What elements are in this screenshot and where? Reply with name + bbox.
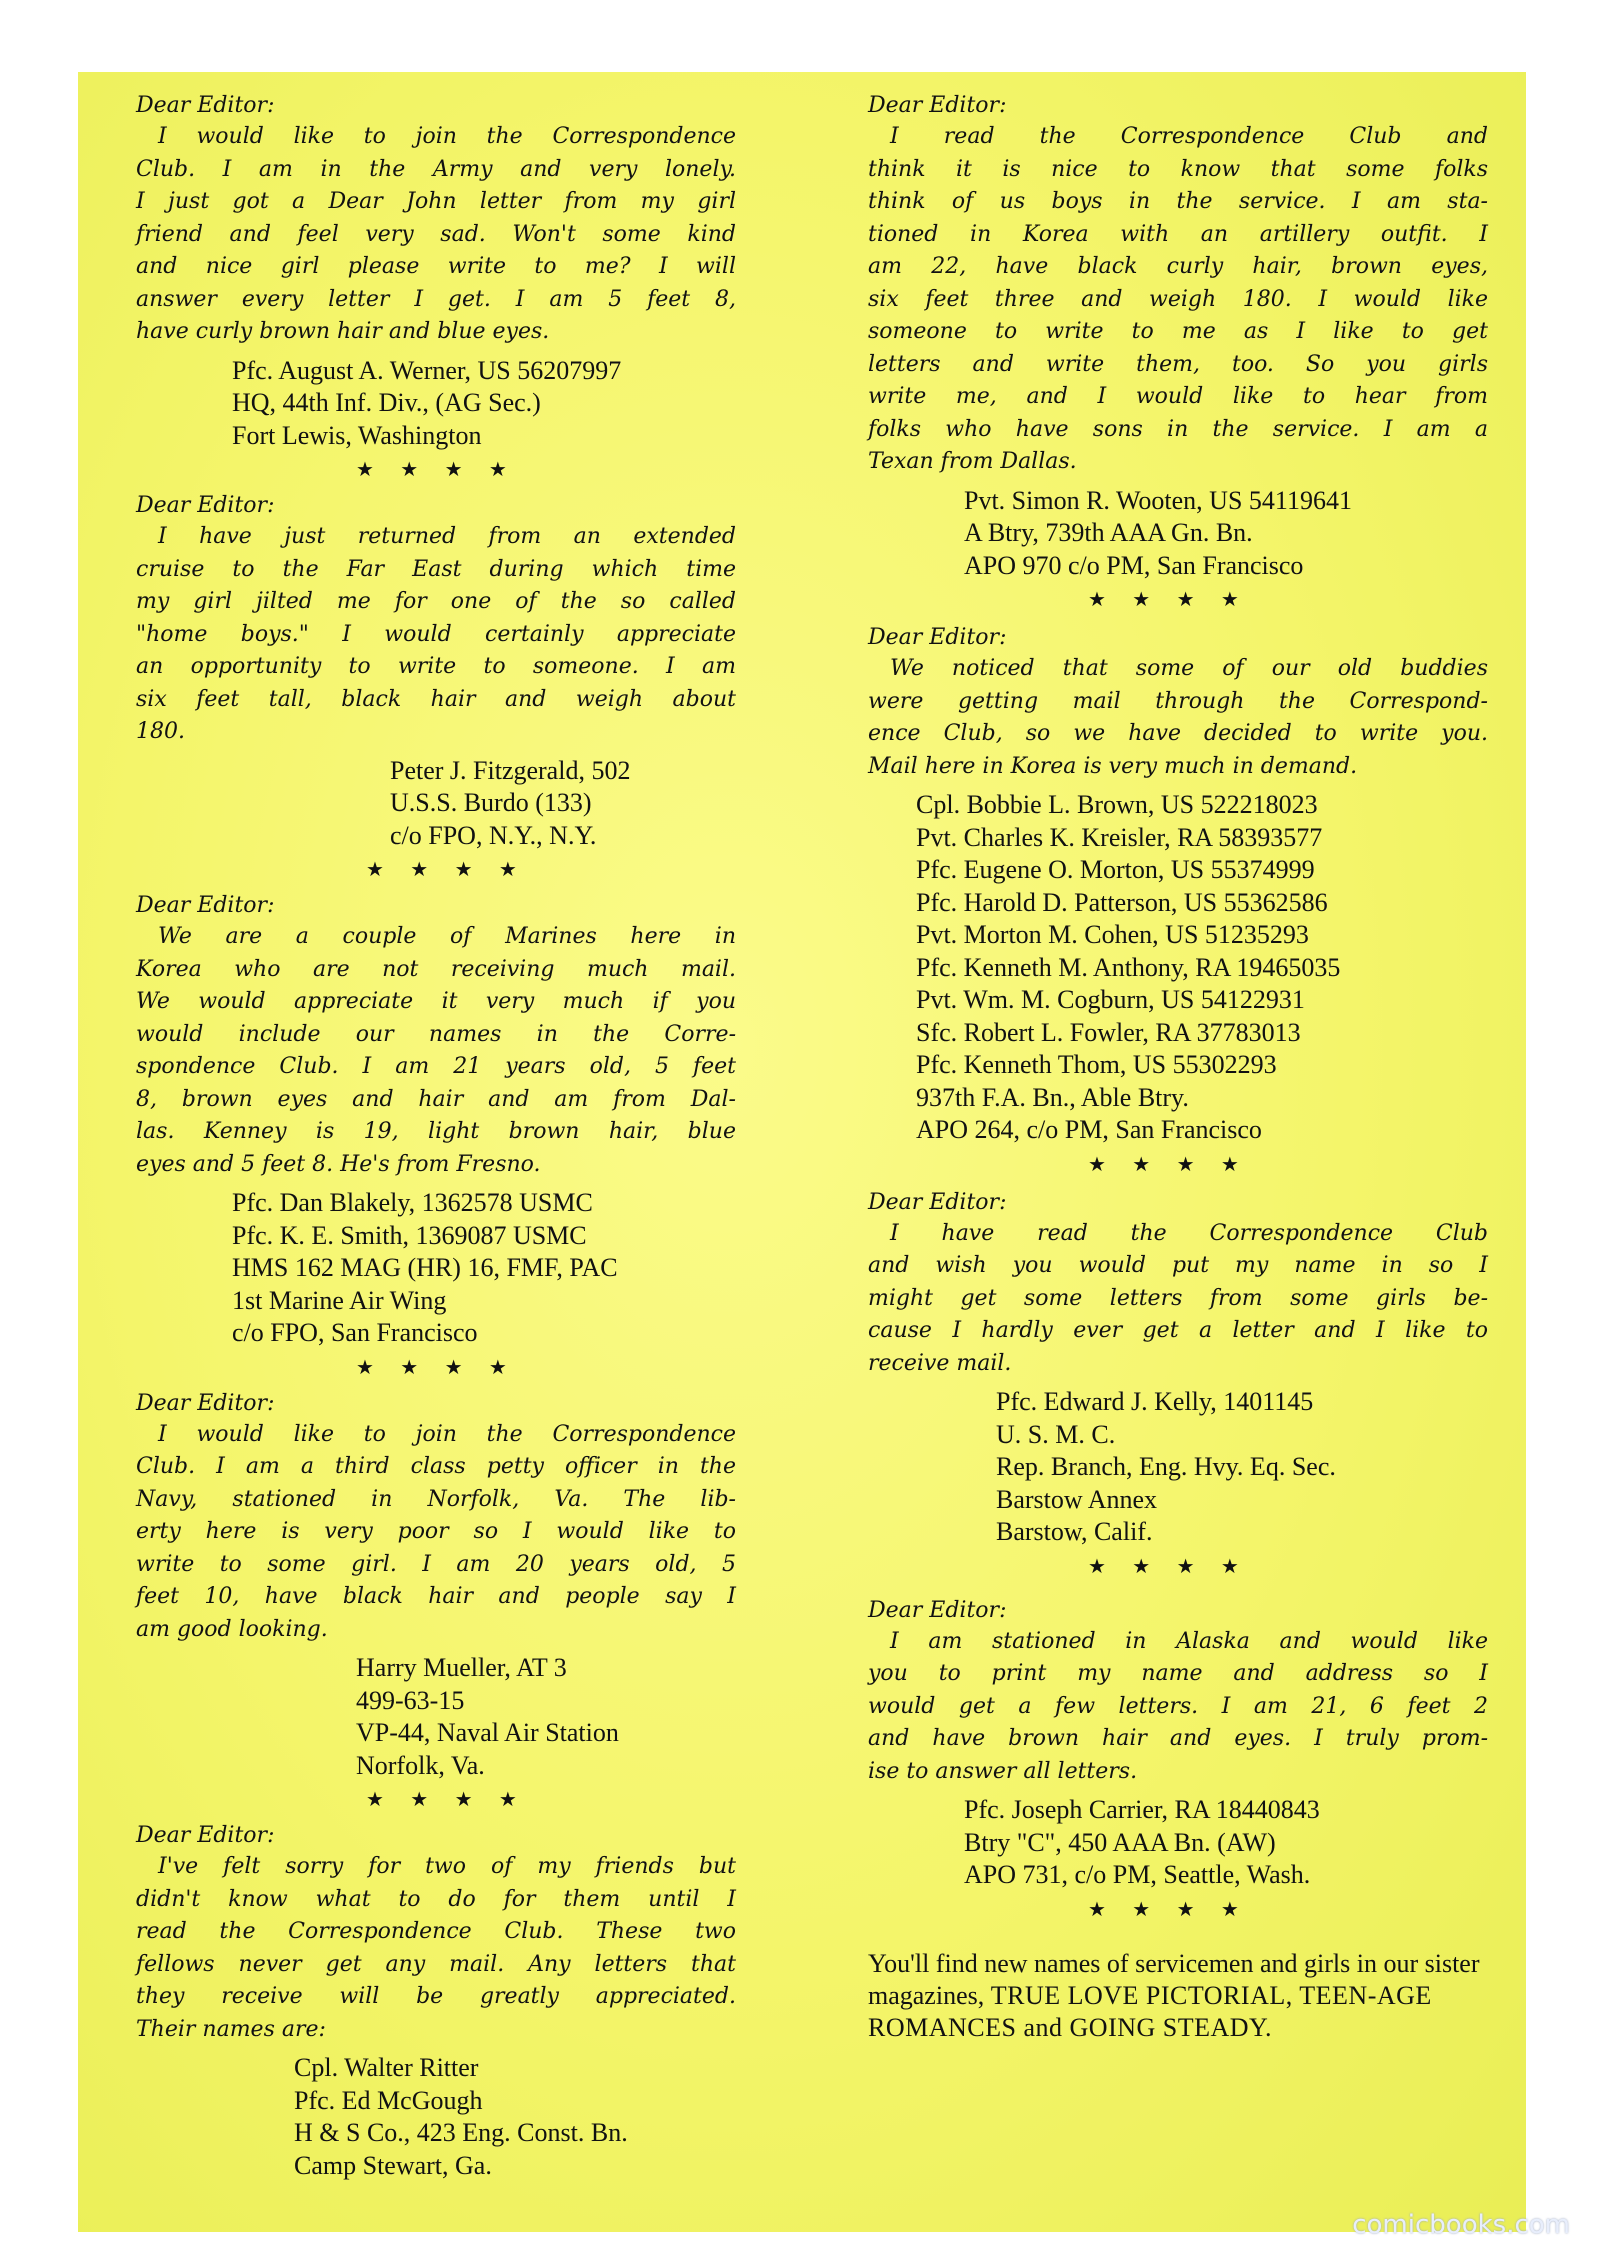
letter-greeting: Dear Editor: xyxy=(136,1823,275,1848)
letter-line: I've felt sorry for two of my friends but xyxy=(158,1854,736,1879)
letter-body xyxy=(868,1626,1488,1789)
star-divider: ★ ★ ★ ★ xyxy=(1088,1151,1249,1176)
letter-line: answer every letter I get. I am 5 feet 8, xyxy=(136,286,736,312)
letter-line: my girl jilted me for one of the so called xyxy=(136,589,736,614)
letter-line: an opportunity to write to someone. I am xyxy=(136,654,736,679)
signature-line: APO 970 c/o PM, San Francisco xyxy=(964,550,1304,580)
letter-line: have curly brown hair and blue eyes. xyxy=(136,319,550,344)
letter-line: write me, and I would like to hear from xyxy=(868,384,1488,409)
letters-page xyxy=(78,72,1526,2232)
letter-greeting: Dear Editor: xyxy=(868,1597,1007,1623)
letter-line: would include our names in the Corre- xyxy=(136,1021,736,1047)
signature-line: Pvt. Wm. M. Cogburn, US 54122931 xyxy=(916,985,1305,1014)
signature-line: A Btry, 739th AAA Gn. Bn. xyxy=(964,518,1253,547)
signature-line: Pfc. August A. Werner, US 56207997 xyxy=(232,355,622,385)
letter-line: think it is nice to know that some folks xyxy=(868,156,1488,182)
signature-line: Cpl. Walter Ritter xyxy=(294,2053,479,2082)
letter-greeting: Dear Editor: xyxy=(868,625,1007,650)
signature-line: Pvt. Charles K. Kreisler, RA 58393577 xyxy=(916,822,1323,852)
letter-line: Club. I am in the Army and very lonely. xyxy=(136,156,736,182)
signature-line: c/o FPO, N.Y., N.Y. xyxy=(390,820,597,850)
signature-block xyxy=(868,485,1488,583)
letter-body xyxy=(136,1851,736,2046)
letter-line: tioned in Korea with an artillery outfit. I xyxy=(868,221,1488,247)
signature-block xyxy=(868,789,1488,1147)
signature-line: 1st Marine Air Wing xyxy=(232,1285,447,1315)
signature-line: VP-44, Naval Air Station xyxy=(356,1718,619,1747)
closing-note xyxy=(868,1948,1488,2044)
letter-body xyxy=(868,1218,1488,1381)
letter-body xyxy=(136,521,736,749)
letter xyxy=(136,1388,736,1815)
letter-line: "home boys." I would certainly appreciate xyxy=(136,621,736,647)
letter-line: friend and feel very sad. Won't some kind xyxy=(136,221,736,247)
letter-line: We noticed that some of our old buddies xyxy=(890,656,1488,681)
signature-block xyxy=(868,1794,1488,1892)
letter-line: We are a couple of Marines here in xyxy=(158,924,736,949)
signature-line: Harry Mueller, AT 3 xyxy=(356,1653,567,1682)
letter-line: someone to write to me as I like to get xyxy=(868,319,1488,344)
letter-line: am 22, have black curly hair, brown eyes, xyxy=(868,254,1488,279)
signature-line: 937th F.A. Bn., Able Btry. xyxy=(916,1082,1189,1112)
signature-line: Pfc. Kenneth M. Anthony, RA 19465035 xyxy=(916,952,1341,982)
signature-line: 499-63-15 xyxy=(356,1685,465,1715)
letter-line: We would appreciate it very much if you xyxy=(136,989,736,1014)
signature-line: Btry "C", 450 AAA Bn. (AW) xyxy=(964,1827,1276,1857)
signature-line: Peter J. Fitzgerald, 502 xyxy=(390,755,631,785)
letter-line: Korea who are not receiving much mail. xyxy=(136,956,736,982)
letter-line: Club. I am a third class petty officer in the xyxy=(136,1454,736,1479)
signature-line: Camp Stewart, Ga. xyxy=(294,2150,492,2180)
signature-line: Cpl. Bobbie L. Brown, US 522218023 xyxy=(916,790,1318,819)
signature-line: Barstow, Calif. xyxy=(996,1517,1153,1546)
signature-line: Rep. Branch, Eng. Hvy. Eq. Sec. xyxy=(996,1452,1336,1481)
sister-magazines: TRUE LOVE PICTORIAL, TEEN-AGE ROMANCES and GOING STEADY. xyxy=(868,1980,1432,2042)
letter-line: I have read the Correspondence Club xyxy=(890,1220,1488,1246)
star-divider: ★ ★ ★ ★ xyxy=(1088,587,1249,611)
letter-line: spondence Club. I am 21 years old, 5 feet xyxy=(136,1054,736,1079)
signature-block xyxy=(136,755,736,853)
letter-line: 180. xyxy=(136,719,185,744)
letter-body xyxy=(868,653,1488,783)
letter-line: erty here is very poor so I would like to xyxy=(136,1519,736,1544)
signature-line: Fort Lewis, Washington xyxy=(232,420,482,450)
signature-line: Pvt. Simon R. Wooten, US 54119641 xyxy=(964,485,1352,515)
letter-line: eyes and 5 feet 8. He's from Fresno. xyxy=(136,1151,541,1177)
signature-line: Pfc. Kenneth Thom, US 55302293 xyxy=(916,1050,1277,1079)
letter xyxy=(136,890,736,1382)
letter-body xyxy=(136,921,736,1181)
letter-line: am good looking. xyxy=(136,1616,328,1642)
signature-line: Pvt. Morton M. Cohen, US 51235293 xyxy=(916,920,1309,949)
letter-line: Mail here in Korea is very much in demand. xyxy=(868,753,1358,779)
signature-line: HQ, 44th Inf. Div., (AG Sec.) xyxy=(232,388,541,417)
letter-line: las. Kenney is 19, light brown hair, blue xyxy=(136,1119,736,1144)
left-column xyxy=(136,90,736,2182)
letter-line: cause I hardly ever get a letter and I like to xyxy=(868,1318,1488,1343)
signature-block xyxy=(136,2052,736,2182)
letter-line: I just got a Dear John letter from my girl xyxy=(136,189,736,214)
right-column xyxy=(868,90,1488,2044)
letter-line: receive mail. xyxy=(868,1350,1012,1376)
letter-line: were getting mail through the Correspond- xyxy=(868,688,1488,714)
star-divider: ★ ★ ★ ★ xyxy=(366,1787,527,1811)
signature-line: Norfolk, Va. xyxy=(356,1750,485,1780)
closing-text: You'll find new names of servicemen and girls in our sister magazines, xyxy=(868,1948,1480,2010)
letter xyxy=(136,1820,736,2182)
letter-line: write to some girl. I am 20 years old, 5 xyxy=(136,1551,736,1577)
letter-greeting: Dear Editor: xyxy=(136,893,275,918)
letter xyxy=(868,90,1488,614)
signature-line: Pfc. Dan Blakely, 1362578 USMC xyxy=(232,1188,593,1217)
letter-greeting: Dear Editor: xyxy=(136,1390,275,1416)
letter-line: Texan from Dallas. xyxy=(868,449,1077,474)
letter-line: didn't know what to do for them until I xyxy=(136,1886,736,1912)
signature-line: Pfc. Edward J. Kelly, 1401145 xyxy=(996,1387,1314,1416)
signature-block xyxy=(136,355,736,453)
signature-line: Pfc. Joseph Carrier, RA 18440843 xyxy=(964,1795,1320,1824)
letter-greeting: Dear Editor: xyxy=(136,93,275,118)
letter-line: and nice girl please write to me? I will xyxy=(136,254,736,279)
signature-line: HMS 162 MAG (HR) 16, FMF, PAC xyxy=(232,1253,618,1282)
letter-greeting: Dear Editor: xyxy=(868,93,1007,118)
letter-line: would get a few letters. I am 21, 6 feet 2 xyxy=(868,1693,1488,1719)
letter-line: might get some letters from some girls be- xyxy=(868,1285,1488,1311)
star-divider: ★ ★ ★ ★ xyxy=(366,857,527,881)
signature-block xyxy=(136,1187,736,1350)
letter-body xyxy=(136,1419,736,1647)
letter-line: Their names are: xyxy=(136,2016,326,2042)
signature-line: H & S Co., 423 Eng. Const. Bn. xyxy=(294,2118,628,2147)
letter-line: letters and write them, too. So you girls xyxy=(868,351,1488,377)
letter-line: folks who have sons in the service. I am a xyxy=(868,416,1488,442)
signature-line: Pfc. Eugene O. Morton, US 55374999 xyxy=(916,855,1315,884)
letter xyxy=(868,622,1488,1179)
letter-line: I have just returned from an extended xyxy=(158,524,736,549)
signature-line: U.S.S. Burdo (133) xyxy=(390,788,592,817)
star-divider: ★ ★ ★ ★ xyxy=(1088,1553,1249,1578)
letter-line: feet 10, have black hair and people say I xyxy=(136,1584,736,1609)
letter-line: I read the Correspondence Club and xyxy=(890,124,1488,149)
letter-greeting: Dear Editor: xyxy=(136,493,275,518)
star-divider: ★ ★ ★ ★ xyxy=(1088,1896,1249,1921)
letter-line: fellows never get any mail. Any letters that xyxy=(136,1951,736,1977)
letter xyxy=(868,1595,1488,1924)
letter-line: 8, brown eyes and hair and am from Dal- xyxy=(136,1086,736,1112)
signature-line: c/o FPO, San Francisco xyxy=(232,1318,478,1347)
letter xyxy=(136,490,736,884)
letter-body xyxy=(136,121,736,349)
letter-line: ise to answer all letters. xyxy=(868,1758,1138,1784)
signature-block xyxy=(868,1386,1488,1549)
signature-line: Pfc. Ed McGough xyxy=(294,2085,483,2115)
letter-line: Navy, stationed in Norfolk, Va. The lib- xyxy=(136,1486,736,1512)
letter xyxy=(136,90,736,484)
letter-line: I would like to join the Correspondence xyxy=(158,1421,736,1447)
letter-line: six feet tall, black hair and weigh about xyxy=(136,686,736,712)
letter-line: ence Club, so we have decided to write you. xyxy=(868,721,1488,746)
letter-line: and wish you would put my name in so I xyxy=(868,1253,1488,1278)
star-divider: ★ ★ ★ ★ xyxy=(356,1354,517,1379)
letter-line: read the Correspondence Club. These two xyxy=(136,1919,736,1944)
letter-line: cruise to the Far East during which time xyxy=(136,556,736,582)
letter xyxy=(868,1187,1488,1581)
watermark: comicbooks.com xyxy=(1352,2210,1570,2240)
signature-line: APO 731, c/o PM, Seattle, Wash. xyxy=(964,1860,1311,1889)
signature-line: U. S. M. C. xyxy=(996,1419,1116,1449)
letter-greeting: Dear Editor: xyxy=(868,1189,1007,1215)
signature-line: Pfc. Harold D. Patterson, US 55362586 xyxy=(916,887,1328,917)
letter-line: six feet three and weigh 180. I would like xyxy=(868,286,1488,312)
letter-body xyxy=(868,121,1488,479)
signature-block xyxy=(136,1652,736,1782)
signature-line: Barstow Annex xyxy=(996,1484,1158,1514)
signature-line: Sfc. Robert L. Fowler, RA 37783013 xyxy=(916,1017,1301,1047)
signature-line: APO 264, c/o PM, San Francisco xyxy=(916,1115,1262,1144)
signature-line: Pfc. K. E. Smith, 1369087 USMC xyxy=(232,1220,587,1250)
letter-line: I would like to join the Correspondence xyxy=(158,124,736,149)
letter-line: and have brown hair and eyes. I truly prom- xyxy=(868,1726,1488,1751)
letter-line: I am stationed in Alaska and would like xyxy=(890,1628,1488,1654)
star-divider: ★ ★ ★ ★ xyxy=(356,457,517,481)
letter-line: think of us boys in the service. I am sta- xyxy=(868,189,1488,214)
letter-line: you to print my name and address so I xyxy=(868,1661,1488,1686)
letter-line: they receive will be greatly appreciated. xyxy=(136,1984,736,2009)
